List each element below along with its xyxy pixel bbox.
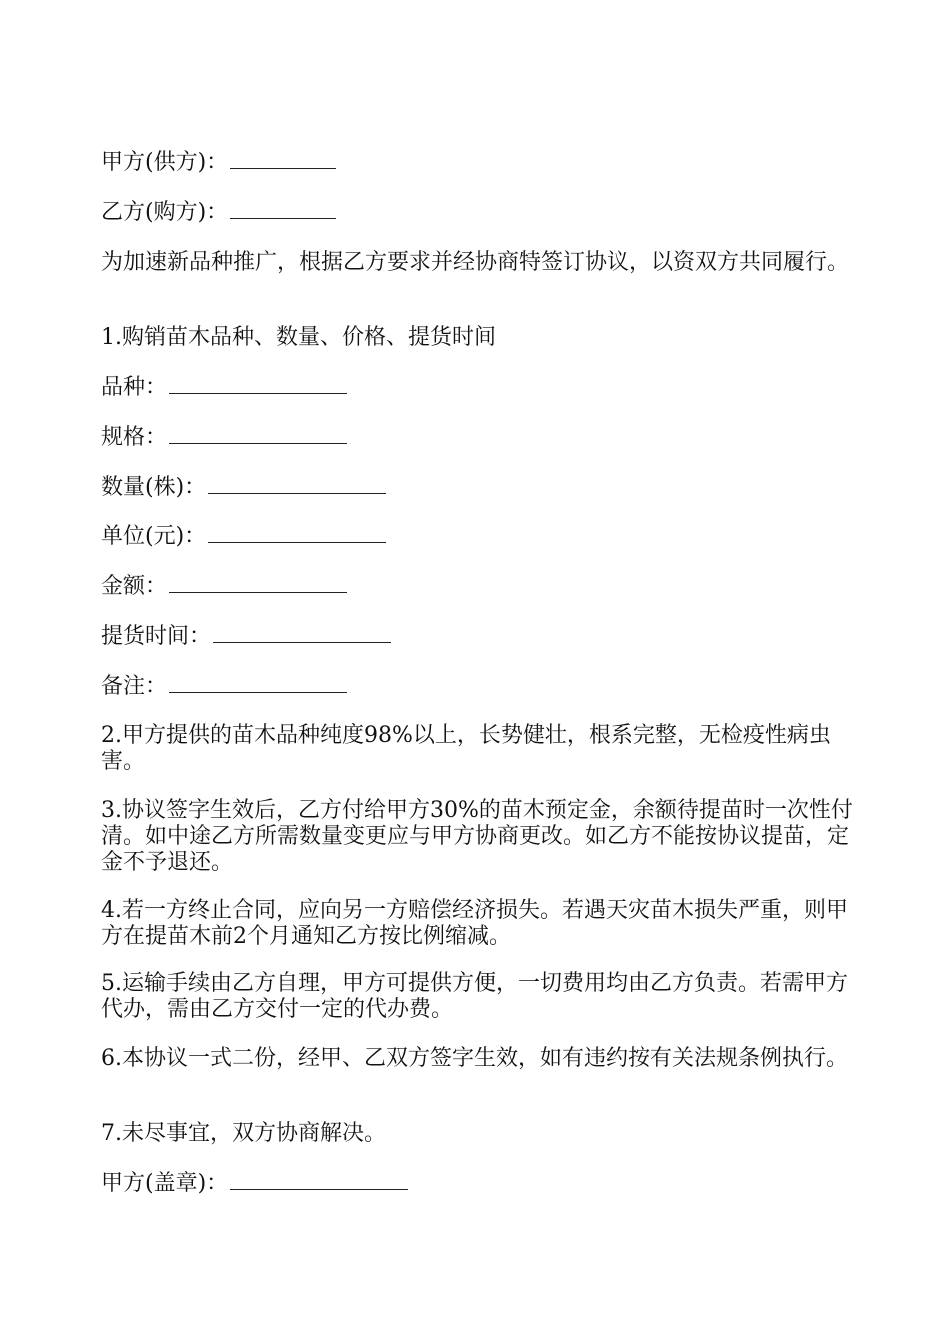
variety-row bbox=[101, 375, 861, 401]
pickup-time-label: 提货时间： bbox=[101, 624, 212, 649]
variety-label: 品种： bbox=[101, 375, 168, 400]
quantity-row bbox=[101, 475, 861, 501]
remarks-row bbox=[101, 674, 861, 700]
party-a-seal-blank bbox=[230, 1171, 408, 1190]
quantity-label: 数量(株)： bbox=[101, 475, 207, 500]
remarks-blank bbox=[169, 674, 347, 693]
amount-blank bbox=[169, 574, 347, 593]
clause-2: 2.甲方提供的苗木品种纯度98%以上，长势健壮，根系完整，无检疫性病虫害。 bbox=[101, 723, 831, 774]
party-a-seal-label: 甲方(盖章)： bbox=[101, 1171, 229, 1196]
clause-7: 7.未尽事宜，双方协商解决。 bbox=[101, 1121, 386, 1146]
remarks-label: 备注： bbox=[101, 674, 168, 699]
spec-blank bbox=[169, 425, 347, 444]
amount-label: 金额： bbox=[101, 574, 168, 599]
quantity-blank bbox=[208, 475, 386, 494]
unit-price-label: 单位(元)： bbox=[101, 524, 207, 549]
unit-price-row bbox=[101, 524, 861, 550]
party-b-buyer-label: 乙方(购方)： bbox=[101, 200, 229, 225]
clause-5: 5.运输手续由乙方自理，甲方可提供方便，一切费用均由乙方负责。若需甲方代办，需由乙方交付一定的代办费。 bbox=[101, 971, 848, 1022]
intro-paragraph: 为加速新品种推广，根据乙方要求并经协商特签订协议，以资双方共同履行。 bbox=[101, 250, 850, 275]
clause-6: 6.本协议一式二份，经甲、乙双方签字生效，如有违约按有关法规条例执行。 bbox=[101, 1046, 848, 1071]
spec-label: 规格： bbox=[101, 425, 168, 450]
party-b-buyer-blank bbox=[230, 200, 336, 219]
party-a-supplier-row bbox=[101, 150, 861, 176]
party-b-buyer-row bbox=[101, 200, 861, 226]
party-a-supplier-blank bbox=[230, 150, 336, 169]
clause-3: 3.协议签字生效后，乙方付给甲方30%的苗木预定金，余额待提苗时一次性付清。如中途乙方所需数量变更应与甲方协商更改。如乙方不能按协议提苗，定金不予退还。 bbox=[101, 798, 853, 875]
variety-blank bbox=[169, 375, 347, 394]
spec-row bbox=[101, 425, 861, 451]
pickup-time-blank bbox=[213, 624, 391, 643]
unit-price-blank bbox=[208, 524, 386, 543]
pickup-time-row bbox=[101, 624, 861, 650]
amount-row bbox=[101, 574, 861, 600]
party-a-seal-row bbox=[101, 1171, 861, 1197]
section1-heading: 1.购销苗木品种、数量、价格、提货时间 bbox=[101, 325, 496, 350]
party-a-supplier-label: 甲方(供方)： bbox=[101, 150, 229, 175]
clause-4: 4.若一方终止合同，应向另一方赔偿经济损失。若遇天灾苗木损失严重，则甲方在提苗木前2个月通知乙方按比例缩减。 bbox=[101, 898, 848, 949]
